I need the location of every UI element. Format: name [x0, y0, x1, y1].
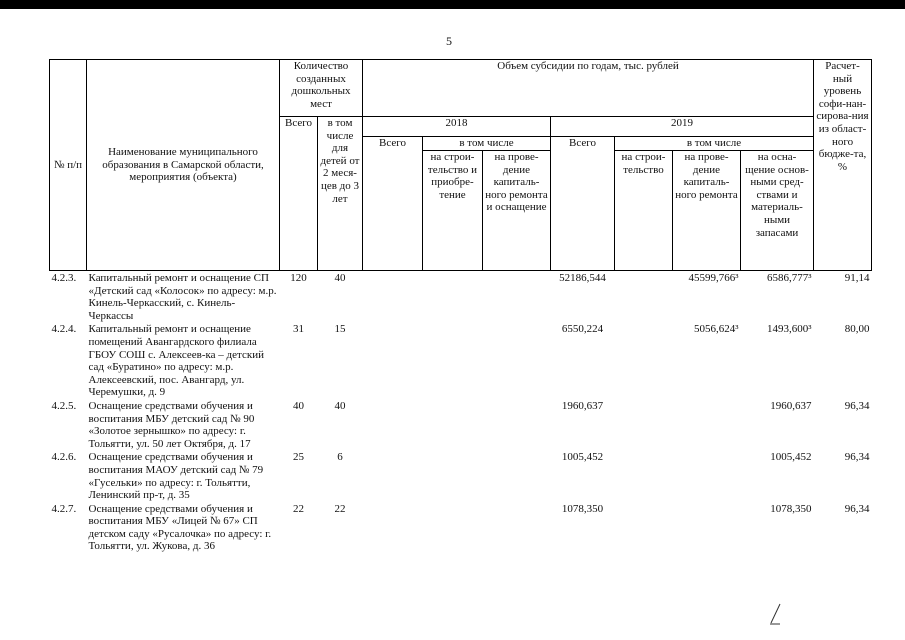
row-2018-repair	[483, 450, 551, 501]
row-2018-repair	[483, 502, 551, 553]
table-body	[50, 271, 872, 554]
row-2019-equipment: 1005,452	[770, 451, 812, 464]
header-2019-equipment: на осна-щение основ-ными сред-ствами и материаль-ными запасами	[741, 151, 814, 271]
row-places-total: 22	[293, 502, 304, 515]
row-cofin: 91,14	[844, 272, 870, 284]
row-2019-construction	[615, 502, 673, 553]
row-cofin: 96,34	[844, 451, 870, 464]
pen-mark-icon	[768, 603, 782, 625]
row-2018-repair	[483, 322, 551, 399]
row-cofin: 96,34	[844, 502, 870, 515]
table-row	[50, 322, 872, 399]
row-2019-equipment: 1960,637	[770, 399, 812, 412]
row-num: 4.2.7.	[51, 502, 77, 515]
table-row	[50, 271, 872, 323]
row-2019-equipment: 1078,350	[770, 502, 812, 515]
row-2018-total	[363, 271, 423, 323]
row-name: Оснащение средствами обучения и воспитания МБУ детский сад № 90 «Золотое зернышко» по адресу: г. Тольятти, ул. 50 лет Октября, д. 17	[88, 399, 255, 450]
row-places-under3: 40	[334, 399, 346, 412]
table-row	[50, 399, 872, 450]
row-places-total: 31	[293, 323, 304, 336]
header-places-under3: в том числе для детей от 2 меся-цев до 3 лет	[318, 117, 363, 271]
row-2019-total: 52186,544	[559, 272, 606, 284]
row-name: Оснащение средствами обучения и воспитания МБУ «Лицей № 67» СП детском саду «Русалочка» по адресу: г. Тольятти, ул. Жукова, д. 36	[88, 502, 272, 553]
row-places-under3: 15	[334, 323, 346, 336]
row-2018-total	[363, 450, 423, 501]
page-number: 5	[446, 34, 452, 48]
table-row	[50, 450, 872, 501]
row-places-under3: 22	[334, 502, 346, 515]
subsidy-table	[49, 59, 872, 553]
row-num: 4.2.6.	[51, 451, 77, 464]
header-subsidy-group: Объем субсидии по годам, тыс. рублей	[363, 60, 814, 117]
header-incl-2018: в том числе	[423, 137, 551, 151]
row-name: Оснащение средствами обучения и воспитания МАОУ детский сад № 79 «Гусельки» по адресу: г. Тольятти, Ленинский пр-т, д. 35	[88, 451, 264, 502]
header-places-total: Всего	[280, 117, 318, 271]
header-2019-repair: на прове-дение капиталь-ного ремонта	[673, 151, 741, 271]
header-total-2018: Всего	[363, 137, 423, 271]
row-places-under3: 40	[334, 272, 346, 284]
header-cofin: Расчет-ный уровень софи-нан-сирова-ния из област-ного бюдже-та, %	[814, 60, 872, 271]
row-2018-total	[363, 322, 423, 399]
header-2018-construction: на строи-тельство и приобре-тение	[423, 151, 483, 271]
row-2019-equipment: 1493,600³	[766, 323, 812, 336]
row-name: Капитальный ремонт и оснащение СП «Детский сад «Колосок» по адресу: м.р. Кинель-Черкасский, с. Кинель-Черкассы	[88, 272, 277, 322]
row-2018-repair	[483, 399, 551, 450]
header-name: Наименование муниципального образования в Самарской области, мероприятия (объекта)	[87, 60, 280, 271]
row-num: 4.2.5.	[51, 399, 77, 412]
row-2018-construction	[423, 502, 483, 553]
header-year-2019: 2019	[551, 117, 814, 137]
row-2019-repair: 5056,624³	[693, 323, 739, 336]
header-num: № п/п	[50, 60, 87, 271]
row-2018-total	[363, 399, 423, 450]
row-2019-repair	[673, 502, 741, 553]
row-cofin: 80,00	[844, 323, 870, 336]
row-2019-total: 1960,637	[561, 399, 604, 412]
row-2018-construction	[423, 399, 483, 450]
header-2018-repair: на прове-дение капиталь-ного ремонта и оснащение	[483, 151, 551, 271]
row-2019-construction	[615, 271, 673, 323]
row-2018-repair	[483, 271, 551, 323]
row-2019-total: 6550,224	[561, 323, 604, 336]
row-places-total: 25	[293, 451, 304, 464]
header-year-2018: 2018	[363, 117, 551, 137]
row-2019-repair: 45599,766³	[688, 272, 739, 284]
row-num: 4.2.4.	[51, 323, 77, 336]
row-2019-repair	[673, 399, 741, 450]
header-2019-construction: на строи-тельство	[615, 151, 673, 271]
header-total-2019: Всего	[551, 137, 615, 271]
row-places-under3: 6	[337, 451, 343, 464]
row-2019-construction	[615, 450, 673, 501]
row-num: 4.2.3.	[51, 272, 77, 284]
table-row	[50, 502, 872, 553]
top-border-bar	[0, 0, 905, 9]
row-2019-equipment: 6586,777³	[766, 272, 812, 284]
row-name: Капитальный ремонт и оснащение помещений Авангардского филиала ГБОУ СОШ с. Алексеев-ка – детский сад «Буратино» по адресу: м.р. Алексеевский, пос. Авангард, ул. Черемушки, д. 9	[88, 323, 264, 399]
row-2018-total	[363, 502, 423, 553]
row-2018-construction	[423, 450, 483, 501]
header-places-group: Количество созданных дошкольных мест	[280, 60, 363, 117]
row-2019-construction	[615, 399, 673, 450]
row-2019-total: 1005,452	[561, 451, 604, 464]
row-2018-construction	[423, 271, 483, 323]
row-places-total: 120	[290, 272, 307, 284]
header-incl-2019: в том числе	[615, 137, 814, 151]
row-2019-total: 1078,350	[561, 502, 604, 515]
row-cofin: 96,34	[844, 399, 870, 412]
row-places-total: 40	[293, 399, 304, 412]
row-2019-construction	[615, 322, 673, 399]
row-2018-construction	[423, 322, 483, 399]
row-2019-repair	[673, 450, 741, 501]
